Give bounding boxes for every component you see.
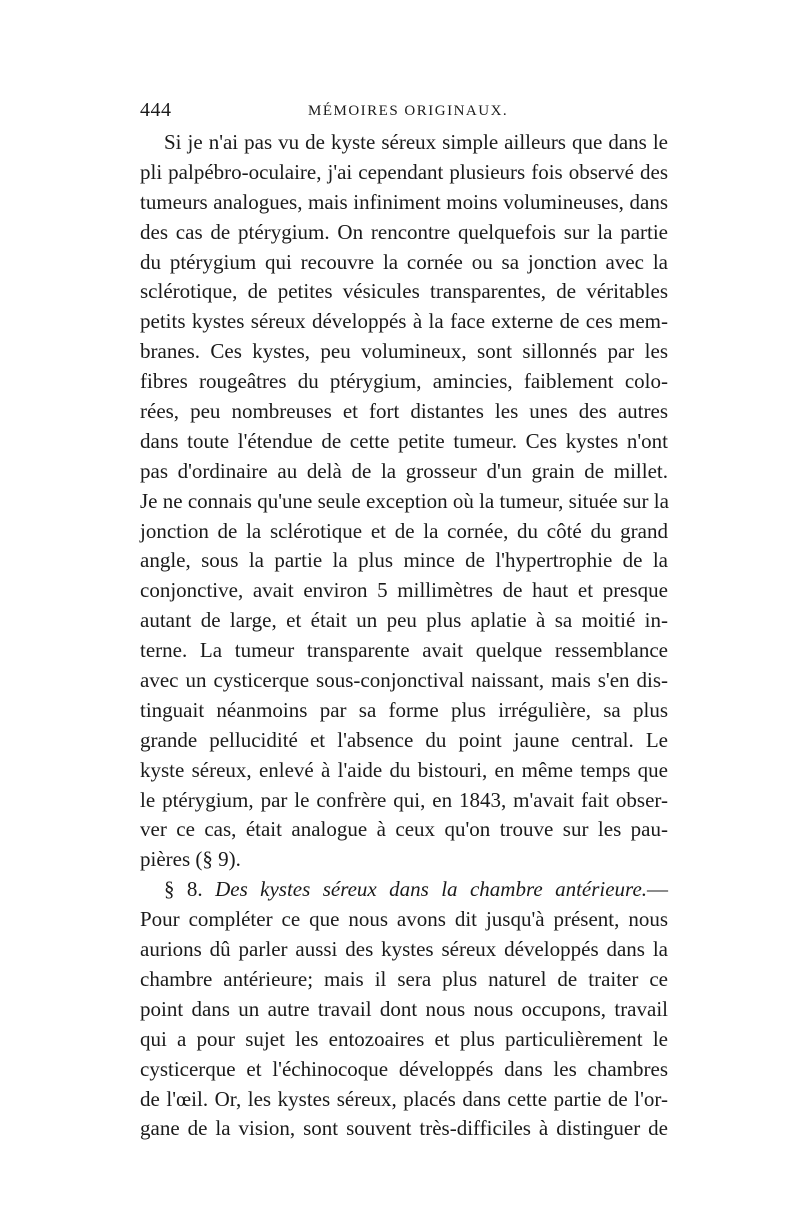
- text-line: autant de large, et était un peu plus aplatie à sa moitié in-: [140, 608, 668, 633]
- text-line: grande pellucidité et l'absence du point jaune central. Le: [140, 727, 668, 752]
- running-title: MÉMOIRES ORIGINAUX.: [308, 103, 509, 119]
- text-line: fibres rougeâtres du ptérygium, amincies, faiblement colo-: [140, 369, 668, 394]
- text-line: sclérotique, de petites vésicules transparentes, de véritables: [140, 279, 668, 304]
- text-line: jonction de la sclérotique et de la cornée, du côté du grand: [140, 518, 668, 543]
- body-text: [140, 128, 668, 1144]
- paragraph-1: [140, 128, 668, 875]
- text-line: pières (§ 9).: [140, 847, 241, 872]
- text-line: le ptérygium, par le confrère qui, en 1843, m'avait fait obser-: [140, 787, 668, 812]
- text-line: gane de la vision, sont souvent très-difficiles à distinguer de: [140, 1116, 668, 1141]
- text-line: pas d'ordinaire au delà de la grosseur d'un grain de millet.: [140, 458, 668, 483]
- section-heading-line: [140, 875, 668, 905]
- section-title: Des kystes séreux dans la chambre antérieure.: [215, 877, 648, 902]
- section-8: [140, 875, 668, 1144]
- text-line: angle, sous la partie la plus mince de l'hypertrophie de la: [140, 548, 668, 573]
- text-line: Si je n'ai pas vu de kyste séreux simple ailleurs que dans le: [164, 130, 668, 154]
- text-line: cysticerque et l'échinocoque développés dans les chambres: [140, 1056, 668, 1081]
- text-line: terne. La tumeur transparente avait quelque ressemblance: [140, 638, 668, 663]
- text-line: de l'œil. Or, les kystes séreux, placés dans cette partie de l'or-: [140, 1086, 668, 1111]
- text-line: tumeurs analogues, mais infiniment moins volumineuses, dans: [140, 189, 668, 214]
- text-line: qui a pour sujet les entozoaires et plus particulièrement le: [140, 1026, 668, 1051]
- text-line: rées, peu nombreuses et fort distantes les unes des autres: [140, 399, 668, 424]
- text-line: dans toute l'étendue de cette petite tumeur. Ces kystes n'ont: [140, 428, 668, 453]
- text-line: avec un cysticerque sous-conjonctival naissant, mais s'en dis-: [140, 668, 668, 693]
- text-line: aurions dû parler aussi des kystes séreux développés dans la: [140, 937, 668, 962]
- text-line: ver ce cas, était analogue à ceux qu'on trouve sur les pau-: [140, 817, 668, 842]
- text-line: chambre antérieure; mais il sera plus naturel de traiter ce: [140, 966, 668, 991]
- page-number: 444: [140, 99, 172, 121]
- text-line: Je ne connais qu'une seule exception où la tumeur, située sur la: [140, 488, 669, 513]
- text-line: conjonctive, avait environ 5 millimètres de haut et presque: [140, 578, 668, 603]
- text-line: du ptérygium qui recouvre la cornée ou sa jonction avec la: [140, 249, 668, 274]
- text-line: des cas de ptérygium. On rencontre quelquefois sur la partie: [140, 219, 668, 244]
- text-line: pli palpébro-oculaire, j'ai cependant plusieurs fois observé des: [140, 159, 668, 184]
- text-line: petits kystes séreux développés à la face externe de ces mem-: [140, 309, 668, 334]
- running-head: [140, 98, 668, 122]
- text-line: Pour compléter ce que nous avons dit jusqu'à présent, nous: [140, 907, 668, 932]
- text-line: kyste séreux, enlevé à l'aide du bistouri, en même temps que: [140, 757, 668, 782]
- text-line: point dans un autre travail dont nous nous occupons, travail: [140, 996, 668, 1021]
- section-number: § 8.: [164, 877, 203, 902]
- text-line: branes. Ces kystes, peu volumineux, sont sillonnés par les: [140, 339, 668, 364]
- section-dash: —: [647, 877, 669, 902]
- text-line: tinguait néanmoins par sa forme plus irrégulière, sa plus: [140, 697, 668, 722]
